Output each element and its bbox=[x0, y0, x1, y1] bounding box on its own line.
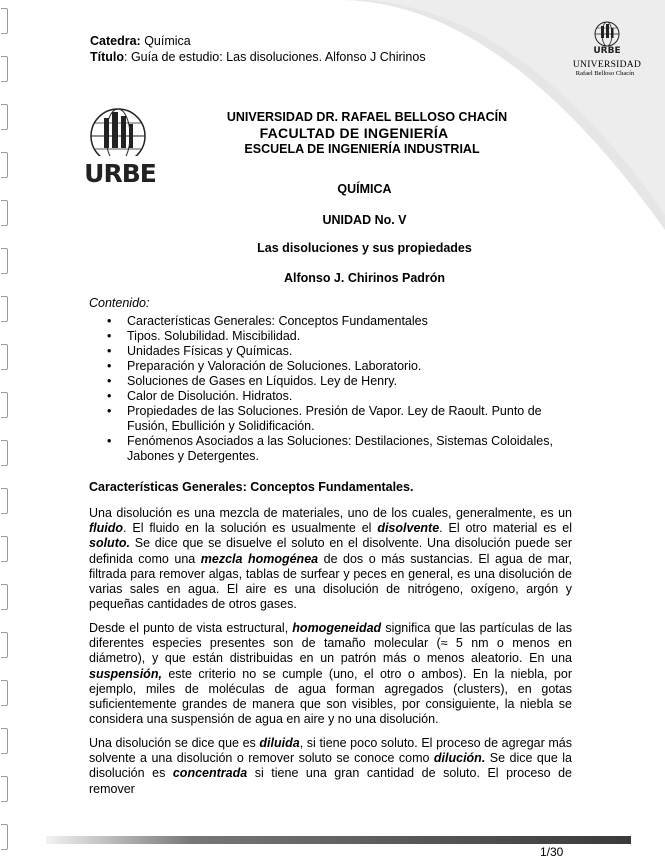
paragraph-text: Desde el punto de vista estructural, bbox=[89, 621, 293, 635]
page-number: 1/30 bbox=[540, 845, 564, 859]
binder-mark bbox=[1, 8, 8, 34]
contents-item: • Características Generales: Conceptos Fundamentales bbox=[89, 314, 559, 329]
paragraph-text: Se dice que se disuelve el soluto en el disolvente. Una disolución puede ser definida como una bbox=[89, 536, 572, 566]
author-name: Alfonso J. Chirinos Padrón bbox=[283, 271, 446, 285]
binder-mark bbox=[1, 488, 8, 514]
contents-heading: Contenido: bbox=[89, 296, 150, 310]
paragraph-1 bbox=[89, 506, 572, 612]
emphasized-term: homogeneidad bbox=[292, 621, 382, 635]
catedra-value: Química bbox=[140, 34, 191, 48]
institution-block bbox=[150, 110, 550, 157]
binder-mark bbox=[1, 680, 8, 706]
paragraph-text: Una disolución se dice que es bbox=[89, 736, 260, 750]
titulo-label: Título bbox=[90, 50, 125, 64]
binder-mark bbox=[1, 296, 8, 322]
paragraph-text: de dos o más sustancias. El agua de mar, filtrada para remover algas, tablas de surfear y peces en general, es una disolución de varias sales en agua. El aire es una disolución de nitrógeno, oxígeno, argón y pequeñas cantidades de otros gases. bbox=[89, 551, 572, 612]
paragraph-3 bbox=[89, 736, 572, 797]
paragraph-text: Se dice que la disolución es bbox=[89, 751, 572, 781]
contents-item: • Unidades Físicas y Químicas. bbox=[89, 344, 559, 359]
unit-title: UNIDAD No. V bbox=[322, 213, 407, 227]
binder-mark bbox=[1, 584, 8, 610]
faculty-name: FACULTAD DE INGENIERÍA bbox=[259, 125, 449, 141]
contents-item: • Propiedades de las Soluciones. Presión de Vapor. Ley de Raoult. Punto de Fusión, Ebullición y Solidificación. bbox=[89, 404, 559, 434]
urbe-logo-icon bbox=[82, 106, 158, 186]
globe-logo-icon bbox=[589, 20, 625, 54]
emphasized-term: soluto. bbox=[89, 536, 130, 551]
titulo-value: : Guía de estudio: Las disoluciones. Alfonso J Chirinos bbox=[124, 50, 426, 64]
binder-mark bbox=[1, 536, 8, 562]
school-name: ESCUELA DE INGENIERÍA INDUSTRIAL bbox=[244, 142, 480, 156]
university-logo-small bbox=[572, 20, 642, 78]
binder-mark bbox=[1, 104, 8, 130]
catedra-line bbox=[90, 33, 426, 49]
topic-title: Las disoluciones y sus propiedades bbox=[257, 241, 472, 255]
binder-mark bbox=[1, 152, 8, 178]
emphasized-term: suspensión, bbox=[89, 666, 162, 681]
contents-item: • Soluciones de Gases en Líquidos. Ley de Henry. bbox=[89, 374, 559, 389]
section-title: Características Generales: Conceptos Fundamentales. bbox=[89, 480, 414, 494]
footer-bar bbox=[46, 836, 631, 844]
emphasized-term: disolvente bbox=[377, 521, 440, 536]
binder-mark bbox=[1, 56, 8, 82]
paragraph-text: Una disolución es una mezcla de materiales, uno de los cuales, generalmente, es un bbox=[89, 506, 572, 520]
binder-marks bbox=[0, 0, 10, 861]
svg-text:URBE: URBE bbox=[593, 46, 621, 54]
page-header bbox=[90, 33, 426, 65]
contents-item: • Tipos. Solubilidad. Miscibilidad. bbox=[89, 329, 559, 344]
emphasized-term: mezcla homogénea bbox=[200, 551, 319, 566]
contents-item: • Calor de Disolución. Hidratos. bbox=[89, 389, 559, 404]
university-name: UNIVERSIDAD DR. RAFAEL BELLOSO CHACÍN bbox=[226, 110, 508, 124]
paragraph-text: si tiene una gran cantidad de soluto. El proceso de remover bbox=[89, 766, 572, 796]
binder-mark bbox=[1, 344, 8, 370]
emphasized-term: diluida bbox=[259, 736, 300, 750]
paragraph-text: . El otro material es el bbox=[439, 521, 572, 536]
binder-mark bbox=[1, 200, 8, 226]
binder-mark bbox=[1, 824, 8, 850]
emphasized-term: concentrada bbox=[172, 766, 248, 781]
paragraph-text: , si tiene poco soluto. El proceso de agregar más solvente a una disolución o remover soluto se conoce como bbox=[89, 736, 572, 766]
logo-university-text: UNIVERSIDAD bbox=[572, 60, 642, 70]
emphasized-term: fluido bbox=[89, 521, 124, 536]
contents-item: • Preparación y Valoración de Soluciones. Laboratorio. bbox=[89, 359, 559, 374]
catedra-label: Catedra: bbox=[90, 34, 141, 48]
paragraph-2 bbox=[89, 621, 572, 727]
svg-text:URBE: URBE bbox=[84, 159, 156, 186]
emphasized-term: dilución. bbox=[433, 751, 486, 766]
binder-mark bbox=[1, 776, 8, 802]
paragraph-text: significa que las partículas de las diferentes especies presentes son de tamaño molecular (≈ 5 nm o menos en diámetro), y que están distribuidas en un patrón más o menos aleatorio. En una bbox=[89, 621, 572, 666]
paragraph-text: este criterio no se cumple (uno, el otro o ambos). En la niebla, por ejemplo, miles de moléculas de agua forman agregados (clusters), en gotas suficientemente grandes de manera que son visibles, por consiguiente, la niebla se considera una suspensión de agua en aire y no una disolución. bbox=[89, 666, 572, 727]
binder-mark bbox=[1, 632, 8, 658]
binder-mark bbox=[1, 440, 8, 466]
binder-mark bbox=[1, 248, 8, 274]
contents-list bbox=[89, 314, 559, 464]
binder-mark bbox=[1, 728, 8, 754]
paragraph-text: . El fluido en la solución es usualmente el bbox=[123, 521, 378, 536]
logo-university-subtext: Rafael Belloso Chacín bbox=[575, 70, 635, 77]
contents-item: • Fenómenos Asociados a las Soluciones: Destilaciones, Sistemas Coloidales, Jabones y Detergentes. bbox=[89, 434, 559, 464]
subject-title: QUÍMICA bbox=[337, 182, 392, 196]
binder-mark bbox=[1, 392, 8, 418]
titulo-line bbox=[90, 49, 426, 65]
